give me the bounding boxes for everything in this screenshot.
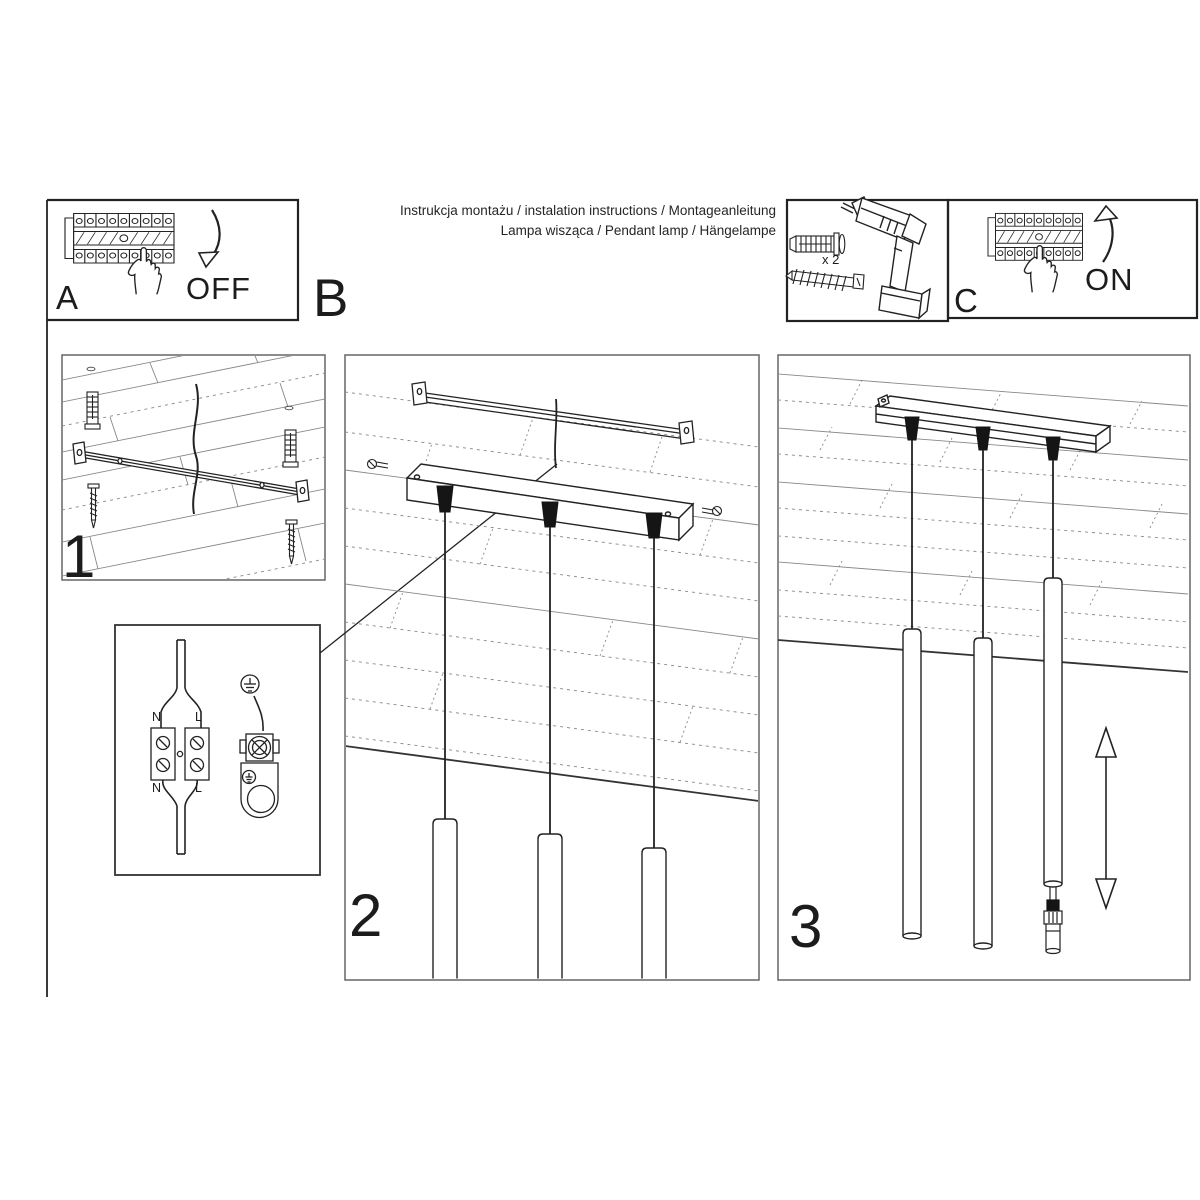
screw-count-label: x 2: [822, 252, 840, 267]
step1-illustration: [62, 327, 325, 612]
power-cable: [193, 384, 198, 514]
terminal-block: [151, 728, 209, 780]
panel-a-letter: A: [56, 279, 79, 316]
tools-illustration: [786, 197, 930, 318]
off-arrow-icon: [199, 210, 220, 267]
ceiling-texture: [345, 392, 759, 791]
wire-label-neutral-bottom: N: [152, 781, 162, 795]
bulb-socket: [1044, 887, 1062, 954]
pendant-tubes: [433, 819, 666, 979]
wiring-detail-illustration: [151, 640, 279, 854]
wire-label-live-top: L: [195, 710, 202, 724]
cord-grip: [437, 486, 453, 512]
pendant-tube: [433, 819, 457, 979]
wire-label-neutral-top: N: [152, 710, 162, 724]
pendant-tube: [903, 629, 921, 936]
screw-icon: [88, 484, 99, 528]
cord-grip: [646, 513, 662, 538]
pendant-cables: [445, 512, 654, 851]
step2-illustration: [345, 382, 759, 979]
wall-anchor-icon: [85, 392, 100, 429]
wiring-detail-frame: [115, 625, 320, 875]
panel-a-action-label: OFF: [186, 271, 251, 306]
pendant-tube: [642, 848, 666, 979]
cord-grip: [905, 417, 919, 440]
circuit-breaker-icon: [65, 214, 174, 264]
height-adjust-arrow-icon: [1096, 728, 1116, 908]
pendant-tube: [974, 638, 992, 946]
pendant-tube: [1044, 578, 1062, 884]
panel-b-letter: B: [313, 269, 349, 328]
ground-symbol-icon: [241, 675, 259, 693]
step3-number: 3: [789, 893, 823, 960]
title-line-1: Instrukcja montażu / instalation instructions / Montageanleitung: [400, 203, 776, 218]
cord-grip: [542, 502, 558, 527]
hanging-wire: [555, 399, 556, 468]
screw-icon: [286, 520, 297, 564]
on-arrow-icon: [1095, 206, 1117, 262]
ceiling-texture: [62, 327, 325, 612]
pendant-tube: [538, 834, 562, 979]
ground-terminal: [240, 734, 279, 818]
circuit-breaker-icon: [988, 213, 1083, 260]
cord-grip: [976, 427, 990, 450]
panel-c-action-label: ON: [1085, 262, 1134, 297]
title-line-2: Lampa wisząca / Pendant lamp / Hängelampe: [500, 223, 776, 238]
ceiling-edge: [345, 746, 759, 801]
power-cable: [163, 780, 197, 854]
wall-anchor-icon: [283, 430, 298, 467]
page-frames: [47, 200, 1197, 997]
step3-illustration: [778, 374, 1188, 954]
step2-number: 2: [349, 882, 383, 949]
ground-wire: [254, 696, 263, 731]
screw-icon: [786, 269, 864, 291]
mounting-screw: [702, 507, 722, 516]
mounting-bracket: [73, 442, 309, 502]
pendant-cables: [912, 440, 1053, 639]
cord-grip: [1046, 437, 1060, 460]
panel-c-letter: C: [954, 282, 978, 319]
wire-label-live-bottom: L: [195, 781, 202, 795]
mounting-bracket: [412, 382, 694, 444]
mounting-screw: [368, 460, 389, 469]
drill-icon: [841, 197, 930, 318]
step1-number: 1: [62, 523, 96, 590]
